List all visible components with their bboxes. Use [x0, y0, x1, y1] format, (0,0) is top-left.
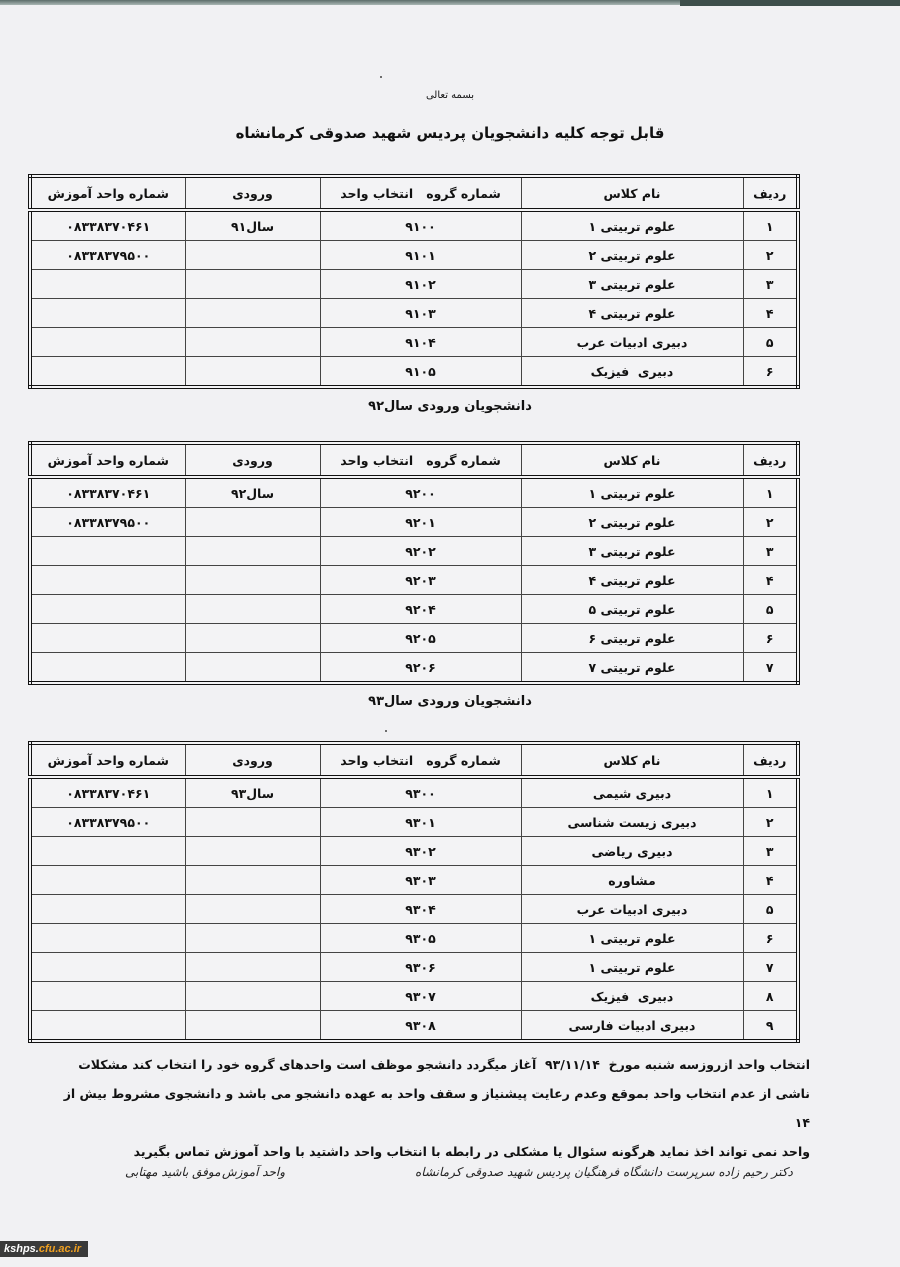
class-name: دبیری شیمی [521, 777, 743, 808]
col-header-class-name: نام کلاس [521, 176, 743, 210]
class-name: مشاوره [521, 866, 743, 895]
row-number: ۶ [743, 924, 798, 953]
table-header-row [30, 443, 798, 477]
table-row [30, 241, 798, 270]
entry-year: سال۹۲ [185, 477, 320, 508]
row-number: ۴ [743, 299, 798, 328]
table-row [30, 895, 798, 924]
phone-number: ۰۸۳۳۸۳۷۹۵۰۰ [30, 241, 185, 270]
table-row [30, 270, 798, 299]
entry-year [185, 357, 320, 388]
group-number: ۹۱۰۳ [320, 299, 521, 328]
class-name: علوم تربیتی ۶ [521, 624, 743, 653]
row-number: ۷ [743, 953, 798, 982]
phone-number: ۰۸۳۳۸۳۷۰۴۶۱ [30, 210, 185, 241]
entry-year [185, 270, 320, 299]
class-name: علوم تربیتی ۳ [521, 537, 743, 566]
row-number: ۲ [743, 508, 798, 537]
col-header-phone: شماره واحد آموزش [30, 176, 185, 210]
director-signature: دکتر رحیم زاده سرپرست دانشگاه فرهنگیان پردیس شهید صدوقی کرمانشاه [415, 1165, 793, 1179]
phone-number [30, 837, 185, 866]
phone-number [30, 624, 185, 653]
class-name: دبیری ادبیات عرب [521, 895, 743, 924]
col-header-entry: ورودی [185, 443, 320, 477]
phone-number [30, 595, 185, 624]
table-row [30, 508, 798, 537]
col-header-row-number: ردیف [743, 743, 798, 777]
group-number: ۹۲۰۰ [320, 477, 521, 508]
phone-number [30, 270, 185, 299]
phone-number [30, 357, 185, 388]
phone-number: ۰۸۳۳۸۳۷۹۵۰۰ [30, 508, 185, 537]
entry-year [185, 537, 320, 566]
table-row [30, 595, 798, 624]
table-row [30, 299, 798, 328]
group-number: ۹۱۰۵ [320, 357, 521, 388]
entry-year [185, 953, 320, 982]
class-name: علوم تربیتی ۲ [521, 508, 743, 537]
group-number: ۹۳۰۱ [320, 808, 521, 837]
row-number: ۱ [743, 777, 798, 808]
entry-year [185, 982, 320, 1011]
row-number: ۴ [743, 866, 798, 895]
row-number: ۵ [743, 328, 798, 357]
class-name: دبیری ریاضی [521, 837, 743, 866]
entry-year [185, 895, 320, 924]
scan-edge-dark [680, 0, 900, 6]
scan-speck [380, 76, 382, 78]
table-header-row [30, 743, 798, 777]
table-row [30, 837, 798, 866]
phone-number [30, 328, 185, 357]
closing-signature: موفق باشید مهتابی [125, 1165, 221, 1179]
entry-year [185, 924, 320, 953]
row-number: ۶ [743, 357, 798, 388]
table-row [30, 653, 798, 684]
row-number: ۹ [743, 1011, 798, 1042]
phone-number [30, 1011, 185, 1042]
phone-number [30, 299, 185, 328]
row-number: ۸ [743, 982, 798, 1011]
watermark-domain: cfu.ac.ir [38, 1243, 82, 1255]
col-header-group-number: شماره گروه انتخاب واحد [320, 443, 521, 477]
group-number: ۹۲۰۴ [320, 595, 521, 624]
table-row [30, 328, 798, 357]
col-header-class-name: نام کلاس [521, 743, 743, 777]
entry-year: سال۹۳ [185, 777, 320, 808]
phone-number: ۰۸۳۳۸۳۷۰۴۶۱ [30, 477, 185, 508]
row-number: ۷ [743, 653, 798, 684]
class-name: دبیری زیست شناسی [521, 808, 743, 837]
phone-number [30, 537, 185, 566]
group-number: ۹۱۰۰ [320, 210, 521, 241]
col-header-entry: ورودی [185, 743, 320, 777]
entry-year [185, 1011, 320, 1042]
group-number: ۹۳۰۲ [320, 837, 521, 866]
col-header-phone: شماره واحد آموزش [30, 743, 185, 777]
col-header-group-number: شماره گروه انتخاب واحد [320, 176, 521, 210]
schedule-table-92 [28, 441, 800, 685]
phone-number [30, 924, 185, 953]
class-name: دبیری ادبیات عرب [521, 328, 743, 357]
notice-line: انتخاب واحد ازروزسه شنبه مورخ ۹۳/۱۱/۱۴ آغاز میگردد دانشجو موظف است واحدهای گروه خود را انتخاب کند مشکلات [78, 1057, 810, 1072]
row-number: ۵ [743, 595, 798, 624]
schedule-table-93 [28, 741, 800, 1043]
class-name: علوم تربیتی ۱ [521, 924, 743, 953]
group-number: ۹۳۰۳ [320, 866, 521, 895]
row-number: ۵ [743, 895, 798, 924]
table-row [30, 982, 798, 1011]
class-name: علوم تربیتی ۳ [521, 270, 743, 299]
class-name: علوم تربیتی ۱ [521, 477, 743, 508]
table-row [30, 624, 798, 653]
phone-number [30, 895, 185, 924]
row-number: ۱ [743, 210, 798, 241]
class-name: دبیری ادبیات فارسی [521, 1011, 743, 1042]
row-number: ۳ [743, 537, 798, 566]
row-number: ۲ [743, 808, 798, 837]
col-header-group-number: شماره گروه انتخاب واحد [320, 743, 521, 777]
entry-year: سال۹۱ [185, 210, 320, 241]
table-row [30, 866, 798, 895]
entry-year [185, 299, 320, 328]
group-number: ۹۱۰۲ [320, 270, 521, 299]
entry-year [185, 866, 320, 895]
row-number: ۴ [743, 566, 798, 595]
group-number: ۹۳۰۴ [320, 895, 521, 924]
registration-notice [60, 1050, 810, 1166]
notice-line: ناشی از عدم انتخاب واحد بموقع وعدم رعایت پیشنیاز و سقف واحد به عهده دانشجو می باشد و دانشجوی مشروط بیش از ۱۴ [63, 1086, 810, 1130]
group-number: ۹۲۰۳ [320, 566, 521, 595]
table-row [30, 808, 798, 837]
entry-year [185, 624, 320, 653]
entry-year [185, 328, 320, 357]
entry-year [185, 508, 320, 537]
entry-year [185, 241, 320, 270]
table-row [30, 357, 798, 388]
entry-year [185, 566, 320, 595]
class-name: علوم تربیتی ۵ [521, 595, 743, 624]
row-number: ۶ [743, 624, 798, 653]
invocation-text: بسمه تعالی [425, 90, 475, 101]
phone-number [30, 982, 185, 1011]
phone-number [30, 566, 185, 595]
table-row [30, 537, 798, 566]
phone-number [30, 653, 185, 684]
table-row [30, 477, 798, 508]
col-header-entry: ورودی [185, 176, 320, 210]
group-number: ۹۲۰۱ [320, 508, 521, 537]
phone-number: ۰۸۳۳۸۳۷۰۴۶۱ [30, 777, 185, 808]
group-number: ۹۳۰۷ [320, 982, 521, 1011]
document-title: قابل توجه کلیه دانشجویان پردیس شهید صدوقی کرمانشاه [235, 124, 665, 142]
col-header-row-number: ردیف [743, 176, 798, 210]
phone-number [30, 953, 185, 982]
table-row [30, 924, 798, 953]
table-row [30, 566, 798, 595]
group-number: ۹۳۰۶ [320, 953, 521, 982]
notice-line: واحد نمی تواند اخذ نماید هرگونه سئوال یا مشکلی در رابطه با انتخاب واحد داشتید با واحد آموزش تماس بگیرید [133, 1144, 810, 1159]
phone-number: ۰۸۳۳۸۳۷۹۵۰۰ [30, 808, 185, 837]
section-title-93: دانشجویان ورودی سال۹۳ [368, 694, 532, 709]
site-watermark [0, 1241, 88, 1257]
group-number: ۹۲۰۶ [320, 653, 521, 684]
group-number: ۹۲۰۵ [320, 624, 521, 653]
table-row [30, 210, 798, 241]
department-signature: واحد آموزش [222, 1165, 286, 1179]
row-number: ۲ [743, 241, 798, 270]
schedule-table-91 [28, 174, 800, 389]
class-name: دبیری فیزیک [521, 982, 743, 1011]
group-number: ۹۱۰۱ [320, 241, 521, 270]
class-name: علوم تربیتی ۱ [521, 210, 743, 241]
row-number: ۳ [743, 837, 798, 866]
class-name: علوم تربیتی ۲ [521, 241, 743, 270]
entry-year [185, 653, 320, 684]
scan-speck [385, 730, 387, 732]
class-name: علوم تربیتی ۱ [521, 953, 743, 982]
group-number: ۹۲۰۲ [320, 537, 521, 566]
group-number: ۹۳۰۵ [320, 924, 521, 953]
entry-year [185, 808, 320, 837]
col-header-phone: شماره واحد آموزش [30, 443, 185, 477]
row-number: ۳ [743, 270, 798, 299]
class-name: علوم تربیتی ۴ [521, 566, 743, 595]
group-number: ۹۳۰۸ [320, 1011, 521, 1042]
table-row [30, 953, 798, 982]
group-number: ۹۱۰۴ [320, 328, 521, 357]
class-name: علوم تربیتی ۷ [521, 653, 743, 684]
class-name: علوم تربیتی ۴ [521, 299, 743, 328]
table-row [30, 777, 798, 808]
col-header-row-number: ردیف [743, 443, 798, 477]
phone-number [30, 866, 185, 895]
section-title-92: دانشجویان ورودی سال۹۲ [368, 399, 532, 414]
table-header-row [30, 176, 798, 210]
entry-year [185, 595, 320, 624]
watermark-prefix: kshps. [4, 1243, 39, 1255]
table-row [30, 1011, 798, 1042]
group-number: ۹۳۰۰ [320, 777, 521, 808]
row-number: ۱ [743, 477, 798, 508]
col-header-class-name: نام کلاس [521, 443, 743, 477]
entry-year [185, 837, 320, 866]
class-name: دبیری فیزیک [521, 357, 743, 388]
